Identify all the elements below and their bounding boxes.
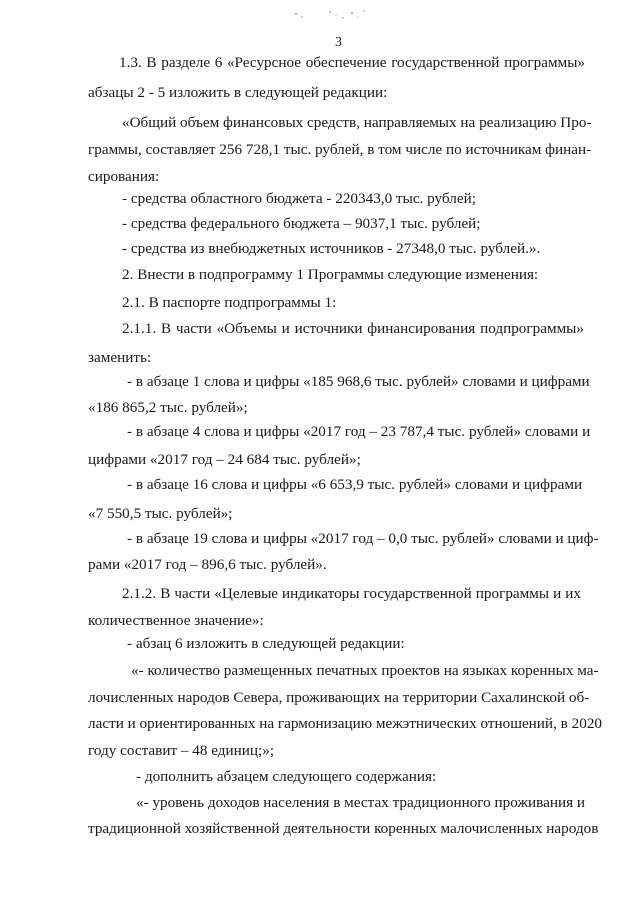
paragraph-line: лочисленных народов Севера, проживающих на территории Сахалинской об-	[88, 689, 590, 706]
list-item: - средства из внебюджетных источников - 27348,0 тыс. рублей.».	[122, 240, 541, 257]
page-number: 3	[335, 35, 342, 50]
paragraph-line: 1.3. В разделе 6 «Ресурсное обеспечение государственной программы»	[119, 54, 585, 71]
paragraph-line: «7 550,5 тыс. рублей»;	[88, 505, 233, 522]
list-item: - абзац 6 изложить в следующей редакции:	[127, 635, 405, 652]
list-item: - средства областного бюджета - 220343,0 тыс. рублей;	[122, 190, 476, 207]
paragraph-line: абзацы 2 - 5 изложить в следующей редакции:	[88, 84, 388, 101]
paragraph-line: «Общий объем финансовых средств, направляемых на реализацию Про-	[122, 114, 592, 131]
paragraph-line: сирования:	[88, 168, 160, 185]
paragraph-line: 2.1. В паспорте подпрограммы 1:	[122, 294, 337, 311]
paragraph-line: цифрами «2017 год – 24 684 тыс. рублей»;	[88, 451, 361, 468]
paragraph-line: заменить:	[88, 349, 152, 366]
scan-specks	[282, 6, 372, 24]
paragraph-line: граммы, составляет 256 728,1 тыс. рублей, в том числе по источникам финан-	[88, 141, 592, 158]
list-item: - в абзаце 16 слова и цифры «6 653,9 тыс. рублей» словами и цифрами	[127, 476, 583, 493]
paragraph-line: рами «2017 год – 896,6 тыс. рублей».	[88, 556, 327, 573]
paragraph-line: «186 865,2 тыс. рублей»;	[88, 399, 248, 416]
list-item: - в абзаце 4 слова и цифры «2017 год – 23 787,4 тыс. рублей» словами и	[127, 423, 591, 440]
list-item: - в абзаце 19 слова и цифры «2017 год – 0,0 тыс. рублей» словами и циф-	[127, 530, 599, 547]
paragraph-line: 2.1.1. В части «Объемы и источники финансирования подпрограммы»	[122, 320, 584, 337]
list-item: - средства федерального бюджета – 9037,1 тыс. рублей;	[122, 215, 481, 232]
paragraph-line: «- количество размещенных печатных проектов на языках коренных ма-	[131, 662, 599, 679]
paragraph-line: количественное значение»:	[88, 612, 264, 629]
list-item: - дополнить абзацем следующего содержания:	[136, 768, 437, 785]
paragraph-line: 2.1.2. В части «Целевые индикаторы государственной программы и их	[122, 585, 581, 602]
list-item: - в абзаце 1 слова и цифры «185 968,6 тыс. рублей» словами и цифрами	[127, 373, 590, 390]
paragraph-line: году составит – 48 единиц;»;	[88, 742, 275, 759]
paragraph-line: ласти и ориентированных на гармонизацию межэтнических отношений, в 2020	[88, 715, 603, 732]
paragraph-line: традиционной хозяйственной деятельности коренных малочисленных народов	[88, 820, 599, 837]
paragraph-line: «- уровень доходов населения в местах традиционного проживания и	[136, 794, 585, 811]
paragraph-line: 2. Внести в подпрограмму 1 Программы следующие изменения:	[122, 266, 539, 283]
